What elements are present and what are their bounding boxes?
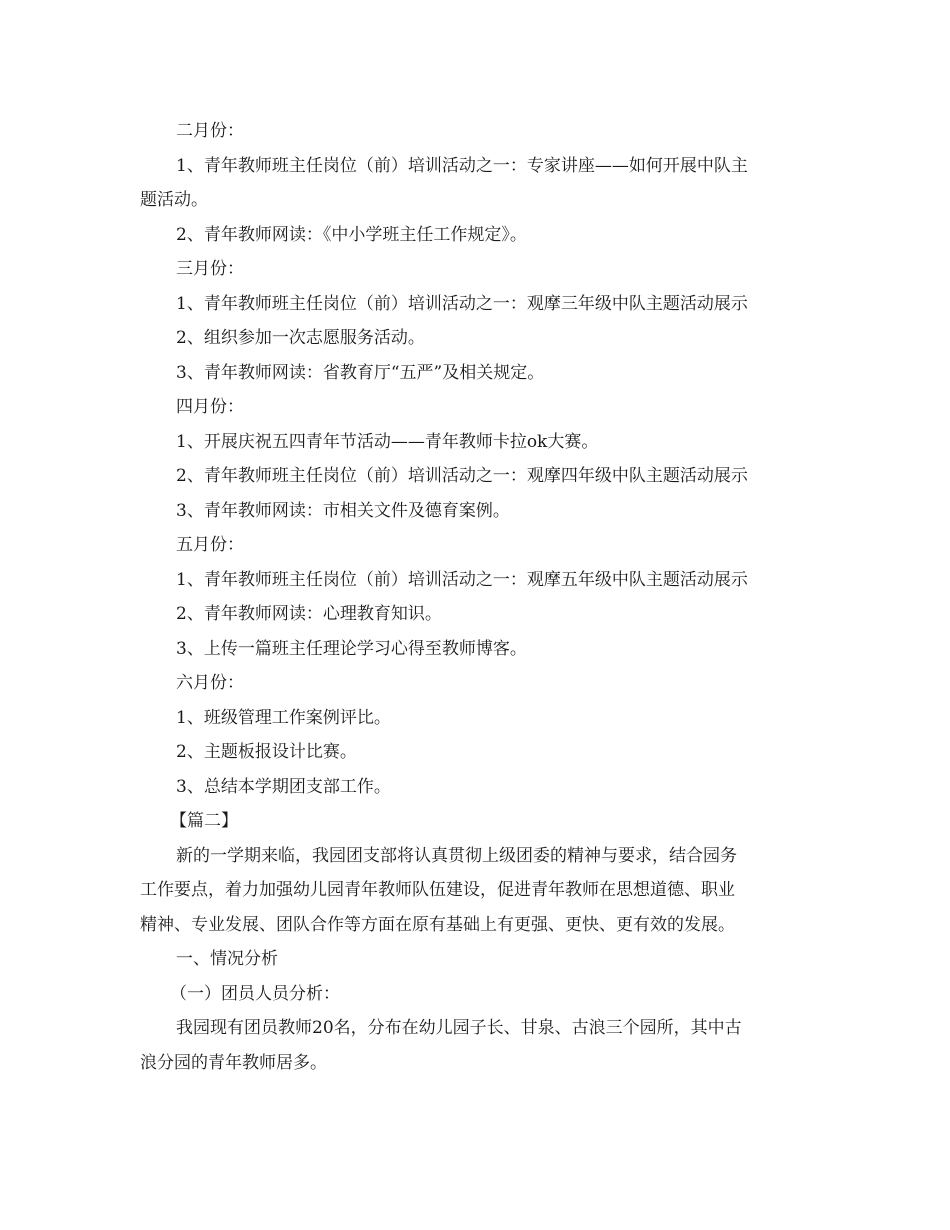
list-item: 2、青年教师班主任岗位（前）培训活动之一：观摩四年级中队主题活动展示 [176,466,748,486]
month-heading: 五月份： [176,535,244,555]
section-heading: 【篇二】 [170,811,238,831]
month-heading: 二月份： [176,121,244,141]
list-item: 3、总结本学期团支部工作。 [176,776,391,797]
paragraph-line: 精神、专业发展、团队合作等方面在原有基础上有更强、更快、更有效的发展。 [140,914,735,935]
list-item: 1、青年教师班主任岗位（前）培训活动之一：专家讲座——如何开展中队主 [176,155,748,176]
list-item: 1、青年教师班主任岗位（前）培训活动之一：观摩五年级中队主题活动展示 [176,569,748,590]
paragraph-line: 新的一学期来临，我园团支部将认真贯彻上级团委的精神与要求，结合园务 [176,845,737,866]
subsection-heading: 一、情况分析 [176,949,278,969]
subsection-heading: （一）团员人员分析： [170,983,340,1004]
document-page [140,114,806,1080]
list-item: 1、开展庆祝五四青年节活动——青年教师卡拉ok大赛。 [176,431,599,452]
list-item: 3、青年教师网读：市相关文件及德育案例。 [176,500,510,521]
month-heading: 三月份： [176,259,244,279]
month-heading: 四月份： [176,397,244,417]
paragraph-line: 我园现有团员教师20名，分布在幼儿园子长、甘泉、古浪三个园所，其中古 [176,1018,742,1038]
list-item: 3、上传一篇班主任理论学习心得至教师博客。 [176,638,527,659]
month-heading: 六月份： [176,673,244,693]
list-item: 1、青年教师班主任岗位（前）培训活动之一：观摩三年级中队主题活动展示 [176,293,748,314]
list-item: 3、青年教师网读：省教育厅“五严”及相关规定。 [176,362,545,383]
list-item: 2、组织参加一次志愿服务活动。 [176,328,425,348]
list-item: 2、主题板报设计比赛。 [176,742,357,762]
list-item-continuation: 题活动。 [140,190,208,210]
list-item: 1、班级管理工作案例评比。 [176,707,391,728]
paragraph-line: 工作要点，着力加强幼儿园青年教师队伍建设，促进青年教师在思想道德、职业 [140,880,735,900]
paragraph-line: 浪分园的青年教师居多。 [140,1052,327,1073]
list-item: 2、青年教师网读：心理教育知识。 [176,604,442,624]
list-item: 2、青年教师网读：《中小学班主任工作规定》。 [176,224,527,245]
